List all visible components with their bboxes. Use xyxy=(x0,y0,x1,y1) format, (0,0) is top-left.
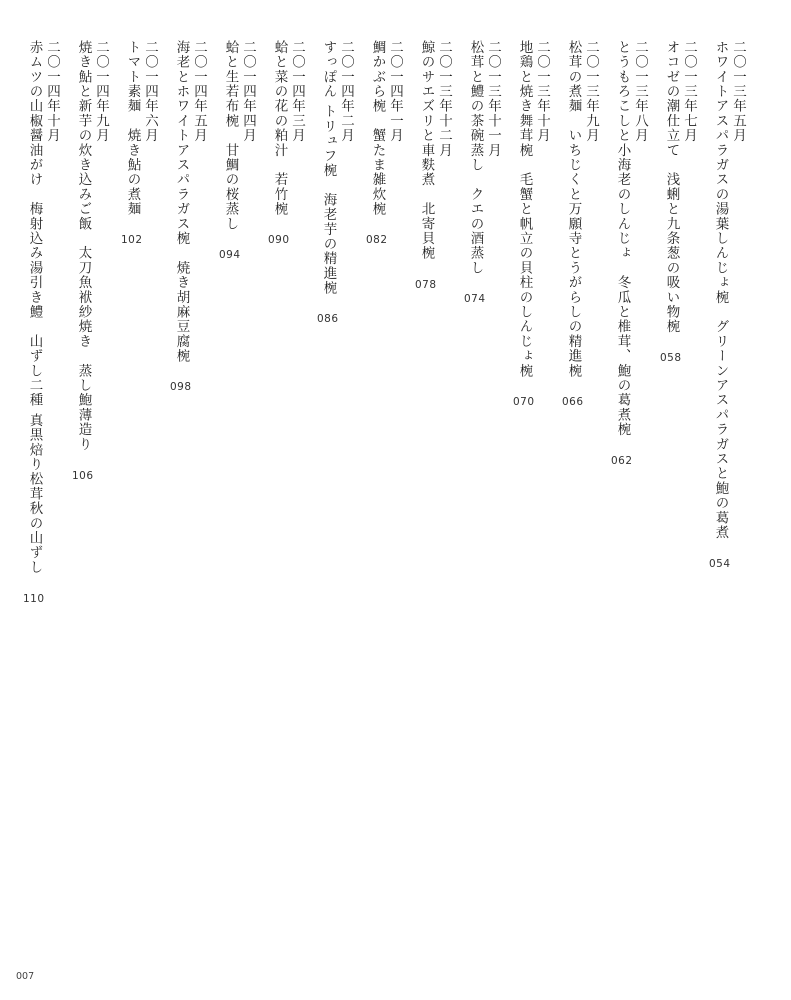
entry-page-number: 094 xyxy=(218,249,241,262)
entry-date: 二〇一四年十月 xyxy=(44,40,61,143)
toc-entry xyxy=(506,40,555,605)
entry-dishes: オコゼの潮仕立て 浅蜊と九条葱の吸い物椀 xyxy=(663,40,680,334)
entry-dishes: 鯨のサエズリと車麩煮 北寄貝椀 xyxy=(418,40,435,261)
entry-dishes: 松茸の煮麺 いちじくと万願寺とうがらしの精進椀 xyxy=(565,40,582,379)
toc-entry xyxy=(212,40,261,605)
folio-page-number: 007 xyxy=(16,971,35,982)
entry-page-number: 106 xyxy=(71,469,94,482)
entry-date: 二〇一四年三月 xyxy=(289,40,306,143)
toc-entry xyxy=(65,40,114,605)
entry-date: 二〇一三年八月 xyxy=(632,40,649,143)
entry-date: 二〇一三年十月 xyxy=(534,40,551,143)
entry-dishes: 蛤と菜の花の粕汁 若竹椀 xyxy=(271,40,288,217)
entry-dishes: 焼き鮎と新芋の炊き込みご飯 太刀魚袱紗焼き 蒸し鮑薄造り xyxy=(75,40,92,452)
entry-dishes: 赤ムツの山椒醤油がけ 梅射込み湯引き鱧 山ずし二種 真黒焙り松茸秋の山ずし xyxy=(26,40,43,575)
entry-date: 二〇一三年十二月 xyxy=(436,40,453,158)
entry-date: 二〇一三年十一月 xyxy=(485,40,502,158)
toc-entry xyxy=(702,40,751,605)
entry-date: 二〇一三年七月 xyxy=(681,40,698,143)
entry-page-number: 090 xyxy=(267,234,290,247)
toc-entry xyxy=(359,40,408,605)
entry-dishes: 松茸と鱧の茶碗蒸し クエの酒蒸し xyxy=(467,40,484,276)
entry-dishes: 蛤と生若布椀 甘鯛の桜蒸し xyxy=(222,40,239,232)
toc-entry xyxy=(653,40,702,605)
entry-dishes: ホワイトアスパラガスの湯葉しんじょ椀 グリーンアスパラガスと鮑の葛煮 xyxy=(712,40,729,540)
entry-date: 二〇一四年二月 xyxy=(338,40,355,143)
toc-entry xyxy=(310,40,359,605)
table-of-contents xyxy=(16,40,751,605)
toc-entry xyxy=(16,40,65,605)
toc-entry xyxy=(261,40,310,605)
entry-page-number: 054 xyxy=(708,557,731,570)
entry-page-number: 074 xyxy=(463,293,486,306)
entry-page-number: 078 xyxy=(414,278,437,291)
entry-date: 二〇一四年五月 xyxy=(191,40,208,143)
entry-page-number: 062 xyxy=(610,454,633,467)
toc-entry xyxy=(457,40,506,605)
entry-date: 二〇一四年九月 xyxy=(93,40,110,143)
toc-entry xyxy=(163,40,212,605)
entry-dishes: トマト素麺 焼き鮎の煮麺 xyxy=(124,40,141,217)
entry-page-number: 098 xyxy=(169,381,192,394)
entry-page-number: 082 xyxy=(365,234,388,247)
entry-page-number: 110 xyxy=(22,592,45,605)
entry-date: 二〇一三年五月 xyxy=(730,40,747,143)
toc-entry xyxy=(408,40,457,605)
entry-dishes: 海老とホワイトアスパラガス椀 焼き胡麻豆腐椀 xyxy=(173,40,190,364)
entry-page-number: 066 xyxy=(561,396,584,409)
entry-date: 二〇一四年四月 xyxy=(240,40,257,143)
entry-dishes: 地鶏と焼き舞茸椀 毛蟹と帆立の貝柱のしんじょ椀 xyxy=(516,40,533,379)
entry-date: 二〇一四年一月 xyxy=(387,40,404,143)
toc-entry xyxy=(114,40,163,605)
entry-date: 二〇一三年九月 xyxy=(583,40,600,143)
entry-page-number: 102 xyxy=(120,234,143,247)
entry-dishes: とうもろこしと小海老のしんじょ 冬瓜と椎茸、鮑の葛煮椀 xyxy=(614,40,631,437)
entry-dishes: すっぽん トリュフ椀 海老芋の精進椀 xyxy=(320,40,337,296)
entry-date: 二〇一四年六月 xyxy=(142,40,159,143)
entry-page-number: 070 xyxy=(512,396,535,409)
toc-entry xyxy=(555,40,604,605)
entry-page-number: 086 xyxy=(316,313,339,326)
entry-page-number: 058 xyxy=(659,352,682,364)
entry-dishes: 鯛かぶら椀 蟹たま雑炊椀 xyxy=(369,40,386,217)
toc-entry xyxy=(604,40,653,605)
